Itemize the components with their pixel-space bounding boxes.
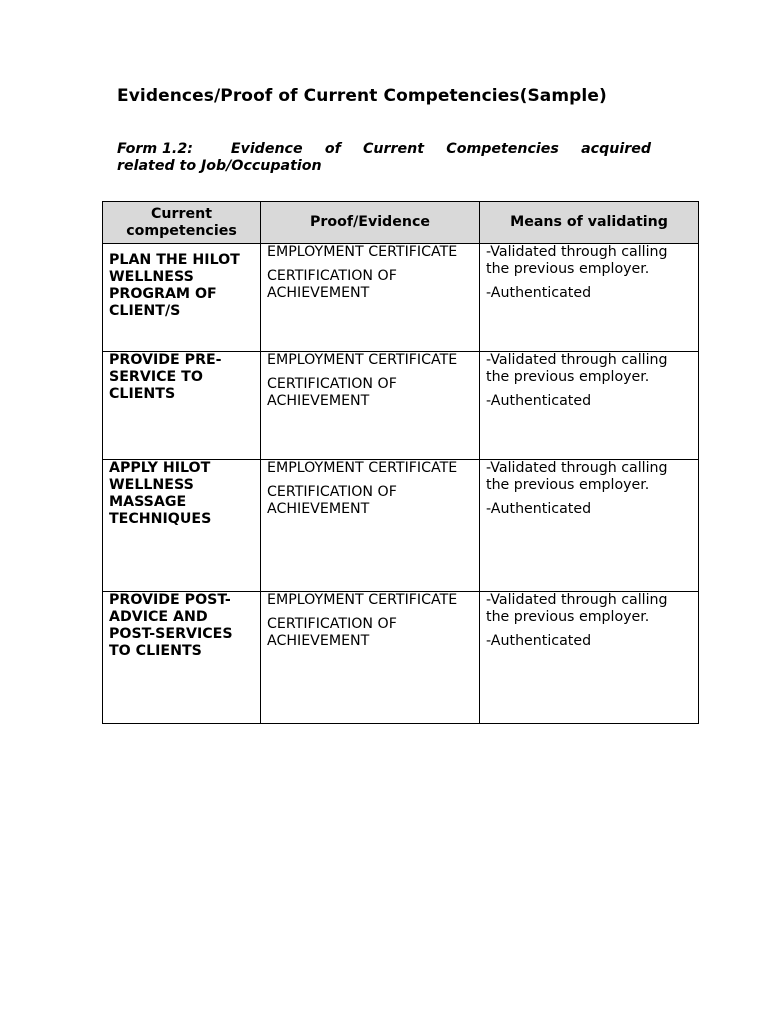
validation-cell (480, 592, 699, 724)
competency-text: APPLY HILOT WELLNESS MASSAGE TECHNIQUES (109, 460, 212, 527)
validation-item: -Authenticated (486, 393, 592, 409)
caption-word: of (324, 141, 341, 157)
competency-text: PLAN THE HILOT WELLNESS PROGRAM OF CLIENT/S (109, 252, 240, 319)
proof-item: CERTIFICATION OF ACHIEVEMENT (267, 616, 397, 649)
competency-cell (103, 460, 261, 592)
competency-text: PROVIDE POST-ADVICE AND POST-SERVICES TO CLIENTS (109, 592, 233, 659)
proof-cell (261, 244, 480, 352)
validation-cell (480, 244, 699, 352)
competencies-table (102, 201, 699, 724)
proof-item: CERTIFICATION OF ACHIEVEMENT (267, 484, 397, 517)
table-row (103, 460, 699, 592)
header-means-of-validating (480, 202, 699, 244)
caption-word: acquired (581, 141, 651, 157)
competency-text: PROVIDE PRE-SERVICE TO CLIENTS (109, 352, 222, 402)
header-label: Current competencies (126, 205, 237, 239)
validation-cell (480, 460, 699, 592)
form-caption-line-2: related to Job/Occupation (117, 158, 322, 174)
caption-spacer (193, 141, 231, 158)
proof-item: EMPLOYMENT CERTIFICATE (267, 352, 458, 368)
form-label: Form 1.2: (117, 141, 193, 157)
caption-word: Competencies (446, 141, 559, 157)
form-caption (117, 141, 651, 175)
proof-cell (261, 592, 480, 724)
validation-item: -Authenticated (486, 633, 592, 649)
competency-cell (103, 244, 261, 352)
proof-item: EMPLOYMENT CERTIFICATE (267, 592, 458, 608)
validation-cell (480, 352, 699, 460)
proof-item: EMPLOYMENT CERTIFICATE (267, 460, 458, 476)
caption-word: Evidence (230, 141, 303, 157)
header-proof-evidence (261, 202, 480, 244)
header-current-competencies (103, 202, 261, 244)
table-row (103, 352, 699, 460)
competency-cell (103, 592, 261, 724)
validation-item: -Validated through calling the previous employer. (486, 592, 668, 625)
table-header-row (103, 202, 699, 244)
page-title: Evidences/Proof of Current Competencies(Sample) (117, 86, 607, 106)
proof-cell (261, 460, 480, 592)
competency-cell (103, 352, 261, 460)
header-label: Means of validating (510, 214, 668, 230)
validation-item: -Authenticated (486, 285, 592, 301)
proof-item: CERTIFICATION OF ACHIEVEMENT (267, 268, 397, 301)
proof-item: EMPLOYMENT CERTIFICATE (267, 244, 458, 260)
validation-item: -Authenticated (486, 501, 592, 517)
form-caption-text-1 (231, 141, 651, 158)
proof-cell (261, 352, 480, 460)
validation-item: -Validated through calling the previous employer. (486, 460, 668, 493)
caption-word: Current (363, 141, 425, 157)
proof-item: CERTIFICATION OF ACHIEVEMENT (267, 376, 397, 409)
validation-item: -Validated through calling the previous employer. (486, 244, 668, 277)
form-caption-line-1 (117, 141, 651, 158)
validation-item: -Validated through calling the previous employer. (486, 352, 668, 385)
table-row (103, 244, 699, 352)
table-row (103, 592, 699, 724)
header-label: Proof/Evidence (310, 214, 430, 230)
